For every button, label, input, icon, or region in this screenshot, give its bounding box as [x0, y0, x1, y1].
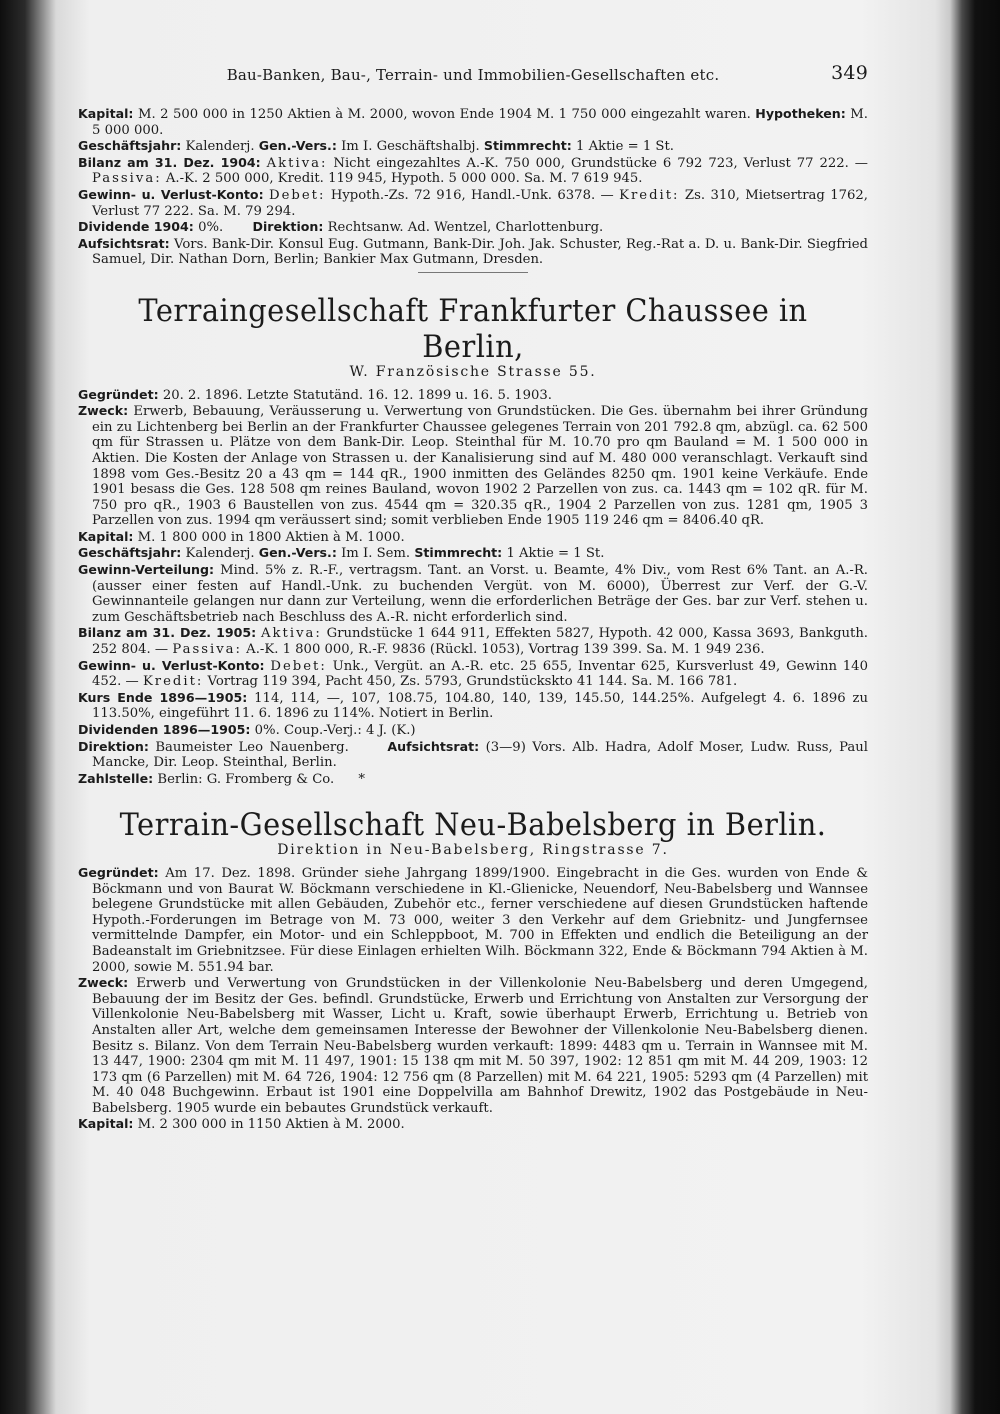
company-address: W. Französische Strasse 55.: [349, 363, 597, 380]
supervisory-board-text: Vors. Bank-Dir. Konsul Eug. Gutmann, Bank-Dir. Joh. Jak. Schuster, Reg.-Rat a. D. u. Bank-Dir. Siegfried Samuel, Dir. Nathan Dorn, Berlin; Bankier Max Gutmann, Dresden.: [92, 236, 869, 268]
management-text: Baumeister Leo Nauenberg.: [155, 739, 349, 755]
profit-loss-paragraph: [78, 658, 868, 690]
capital-label: Kapital:: [78, 106, 134, 121]
capital-paragraph: [78, 106, 868, 138]
credit-label: Kredit:: [142, 674, 204, 690]
purpose-text: Erwerb, Bebauung, Veräusserung u. Verwertung von Grundstücken. Die Ges. übernahm bei ihrer Gründung ein zu Lichtenberg bei Berlin an der Frankfurter Chaussee gelegenes Terrain von 201 792.8 qm, abzügl. ca. 62 500 qm für Strassen u. Plätze von dem Bank-Dir. Leop. Steinthal für M. 10.70 pro qm Bauland = M. 1 500 000 in Aktien. Die Kosten der Anlage von Strassen u. der Kanalisierung sind auf M. 480 000 veranschlagt. Verkauft sind 1898 vom Ges.-Besitz 20 a 43 qm = 144 qR., 1900 inmitten des Geländes 8250 qm. 1901 keine Verkäufe. Ende 1901 besass die Ges. 128 508 qm reines Bauland, wovon 1902 2 Parzellen von zus. ca. 1443 qm = 102 qR. für M. 750 pro qR., 1903 6 Baustellen von zus. 4544 qm = 320.35 qR., 1904 2 Parzellen von zus. 1281 qm, 1905 3 Parzellen von zus. 1994 qm veräussert sind; somit verblieben Ende 1905 119 246 qm = 8406.40 qR.: [92, 404, 868, 529]
balance-label: Bilanz am 31. Dez. 1905:: [78, 625, 257, 641]
balance-label: Bilanz am 31. Dez. 1904:: [78, 154, 261, 170]
capital-paragraph: [78, 1116, 868, 1133]
share-price-text: 114, 114, —, 107, 108.75, 104.80, 140, 139, 145.50, 144.25%. Aufgelegt 4. 6. 1896 zu 113.50%, eingeführt 11. 6. 1896 zu 114%. Notiert in Berlin.: [92, 690, 868, 722]
company-address: Direktion in Neu-Babelsberg, Ringstrasse 7.: [277, 842, 669, 859]
fiscal-year-label: Geschäftsjahr:: [78, 138, 182, 154]
assets-text: Nicht eingezahltes A.-K. 750 000, Grundstücke 6 792 723, Verlust 77 222. —: [333, 155, 868, 171]
purpose-paragraph: [78, 975, 868, 1116]
liabilities-text: A.-K. 1 800 000, R.-F. 9836 (Rückl. 1053), Vortrag 139 399. Sa. M. 1 949 236.: [246, 642, 765, 658]
fiscal-paragraph: [78, 138, 868, 155]
page-number: 349: [831, 62, 868, 84]
supervisory-board-paragraph: [78, 236, 868, 268]
fiscal-year-text: Kalenderj.: [185, 546, 255, 562]
capital-text: M. 2 300 000 in 1150 Aktien à M. 2000.: [137, 1117, 405, 1133]
management-label: Direktion:: [78, 738, 149, 754]
assets-label: Aktiva:: [261, 626, 322, 642]
capital-label: Kapital:: [78, 1116, 134, 1132]
capital-label: Kapital:: [78, 528, 134, 544]
debit-text: Unk., Vergüt. an A.-R. etc. 25 655, Inventar 625, Kursverlust 49, Gewinn 140 452. —: [92, 658, 868, 690]
entry-neu-babelsberg: [78, 807, 868, 1133]
supervisory-board-label: Aufsichtsrat:: [387, 738, 480, 754]
voting-right-text: 1 Aktie = 1 St.: [575, 139, 674, 155]
entry-frankfurter-chaussee: [78, 293, 868, 787]
voting-right-text: 1 Aktie = 1 St.: [506, 546, 605, 562]
purpose-text: Erwerb und Verwertung von Grundstücken in der Villenkolonie Neu-Babelsberg und deren Umgegend, Bebauung der im Besitz der Ges. befindl. Grundstücke, Erwerb und Errichtung von Anstalten zur Versorgung der Villenkolonie Neu-Babelsberg mit Wasser, Licht u. Kraft, sowie überhaupt Erwerb, Errichtung u. Betrieb von Anstalten aller Art, welche dem gemeinsamen Interesse der Bewohner der Villenkolonie Neu-Babelsberg dienen. Besitz s. Bilanz. Von dem Terrain Neu-Babelsberg wurden verkauft: 1899: 4483 qm u. Terrain in Wannsee mit M. 13 447, 1900: 2304 qm mit M. 11 497, 1901: 15 138 qm mit M. 50 397, 1902: 12 851 qm mit M. 44 209, 1903: 12 173 qm (6 Parzellen) mit M. 64 726, 1904: 12 756 qm (8 Parzellen) mit M. 64 221, 1905: 5293 qm (4 Parzellen) mit M. 40 048 Buchgewinn. Erbaut ist 1901 eine Doppelvilla am Bahnhof Drewitz, 1902 das Postgebäude in Neu-Babelsberg. 1905 wurde ein bebautes Grundstück verkauft.: [92, 976, 868, 1116]
dividend-text: 0%. Coup.-Verj.: 4 J. (K.): [254, 723, 416, 738]
purpose-paragraph: [78, 403, 868, 529]
debit-label: Debet:: [269, 187, 326, 203]
management-text: Rechtsanw. Ad. Wentzel, Charlottenburg.: [327, 220, 604, 236]
voting-right-label: Stimmrecht:: [483, 138, 572, 154]
founded-paragraph: [78, 865, 868, 975]
profit-distribution-label: Gewinn-Verteilung:: [78, 562, 215, 578]
assets-label: Aktiva:: [266, 155, 328, 171]
paying-agent-label: Zahlstelle:: [78, 770, 154, 786]
paying-agent-paragraph: [78, 771, 868, 788]
capital-paragraph: [78, 529, 868, 546]
general-meeting-label: Gen.-Vers.:: [258, 545, 337, 561]
paying-agent-text: Berlin: G. Fromberg & Co.: [157, 771, 335, 787]
founded-paragraph: [78, 387, 868, 404]
voting-right-label: Stimmrecht:: [414, 545, 503, 561]
general-meeting-text: Im I. Sem.: [341, 546, 411, 562]
footnote-star: *: [358, 771, 366, 787]
assets-text: Grundstücke 1 644 911, Effekten 5827, Hypoth. 42 000, Kassa 3693, Bankguth. 252 804. —: [92, 626, 868, 658]
balance-paragraph: [78, 625, 868, 657]
fiscal-paragraph: [78, 545, 868, 562]
document-page: [78, 62, 868, 1392]
supervisory-board-label: Aufsichtsrat:: [78, 235, 170, 251]
mortgages-label: Hypotheken:: [755, 106, 846, 121]
founded-text: Am 17. Dez. 1898. Gründer siehe Jahrgang 1899/1900. Eingebracht in die Ges. wurden von Ende & Böckmann und von Baurat W. Böckmann verschiedene in Kl.-Glienicke, Neuendorf, Neu-Babelsberg und Wannsee belegene Grundstücke mit allen Gebäuden, Zubehör etc., ferner verschiedene auf diesen Grundstücken haftende Hypoth.-Forderungen im Betrage von M. 73 000, weiter 3 den Verkehr auf dem Griebnitz- und Jungfernsee vermittelnde Dampfer, ein Motor- und ein Schleppboot, M. 700 in Effekten und endlich die Beteiligung an der Badeanstalt im Griebnitzsee. Für diese Einlagen erhielten Wilh. Böckmann 322, Ende & Böckmann 794 Aktien à M. 2000, sowie M. 551.94 bar.: [92, 865, 868, 975]
founded-text: 20. 2. 1896. Letzte Statutänd. 16. 12. 1899 u. 16. 5. 1903.: [162, 387, 552, 403]
dividend-paragraph: [78, 722, 868, 739]
fiscal-year-label: Geschäftsjahr:: [78, 545, 182, 561]
company-title: Terrain-Gesellschaft Neu-Babelsberg in Berlin.: [119, 807, 827, 844]
mortgages-text: M. 5 000 000.: [92, 107, 868, 138]
purpose-label: Zweck:: [78, 403, 129, 419]
profit-distribution-paragraph: [78, 562, 868, 625]
capital-text: M. 2 500 000 in 1250 Aktien à M. 2000, wovon Ende 1904 M. 1 750 000 eingezahlt waren.: [137, 107, 751, 122]
credit-text: Zs. 310, Mietsertrag 1762, Verlust 77 222. Sa. M. 79 294.: [92, 187, 868, 219]
profit-distribution-text: Mind. 5% z. R.-F., vertragsm. Tant. an Vorst. u. Beamte, 4% Div., vom Rest 6% Tant. an A.-R. (ausser einer festen auf Handl.-Unk. zu buchenden Vergüt. von M. 6000), Überrest zur Verf. der G.-V. Gewinnanteile gelangen nur dann zur Verteilung, wenn die erforderlichen Beträge der Ges. bar zur Verf. stehen u. zum Geschäftsbetrieb nach Beschluss des A.-R. nicht erforderlich sind.: [92, 563, 868, 625]
running-head: [78, 62, 868, 92]
dividend-text: 0%.: [198, 220, 224, 236]
dividend-label: Dividenden 1896—1905:: [78, 722, 251, 737]
profit-loss-label: Gewinn- u. Verlust-Konto:: [78, 657, 265, 673]
dividend-label: Dividende 1904:: [78, 219, 194, 235]
founded-label: Gegründet:: [78, 386, 159, 402]
liabilities-label: Passiva:: [92, 171, 162, 187]
profit-loss-label: Gewinn- u. Verlust-Konto:: [78, 186, 264, 202]
management-label: Direktion:: [252, 219, 324, 235]
founded-label: Gegründet:: [78, 864, 159, 880]
credit-label: Kredit:: [619, 187, 680, 203]
running-head-text: Bau-Banken, Bau-, Terrain- und Immobilien-Gesellschaften etc.: [226, 66, 720, 84]
general-meeting-label: Gen.-Vers.:: [258, 138, 337, 154]
profit-loss-paragraph: [78, 187, 868, 219]
company-title: Terraingesellschaft Frankfurter Chaussee in Berlin,: [138, 292, 808, 365]
supervisory-board-text: (3—9) Vors. Alb. Hadra, Adolf Moser, Ludw. Russ, Paul Mancke, Dir. Leop. Steinthal, Berlin.: [92, 739, 869, 771]
entry-continued: [78, 106, 868, 273]
purpose-label: Zweck:: [78, 975, 129, 991]
share-price-paragraph: [78, 690, 868, 722]
general-meeting-text: Im I. Geschäftshalbj.: [341, 139, 480, 155]
debit-label: Debet:: [270, 658, 327, 674]
liabilities-label: Passiva:: [172, 642, 242, 658]
dividend-paragraph: [78, 219, 868, 236]
credit-text: Vortrag 119 394, Pacht 450, Zs. 5793, Grundstückskto 41 144. Sa. M. 166 781.: [207, 674, 738, 690]
balance-paragraph: [78, 155, 868, 187]
share-price-label: Kurs Ende 1896—1905:: [78, 689, 248, 705]
debit-text: Hypoth.-Zs. 72 916, Handl.-Unk. 6378. —: [330, 187, 614, 203]
management-paragraph: [78, 739, 868, 771]
fiscal-year-text: Kalenderj.: [185, 139, 255, 155]
divider: [418, 272, 528, 273]
capital-text: M. 1 800 000 in 1800 Aktien à M. 1000.: [137, 529, 405, 545]
liabilities-text: A.-K. 2 500 000, Kredit. 119 945, Hypoth. 5 000 000. Sa. M. 7 619 945.: [165, 171, 643, 187]
